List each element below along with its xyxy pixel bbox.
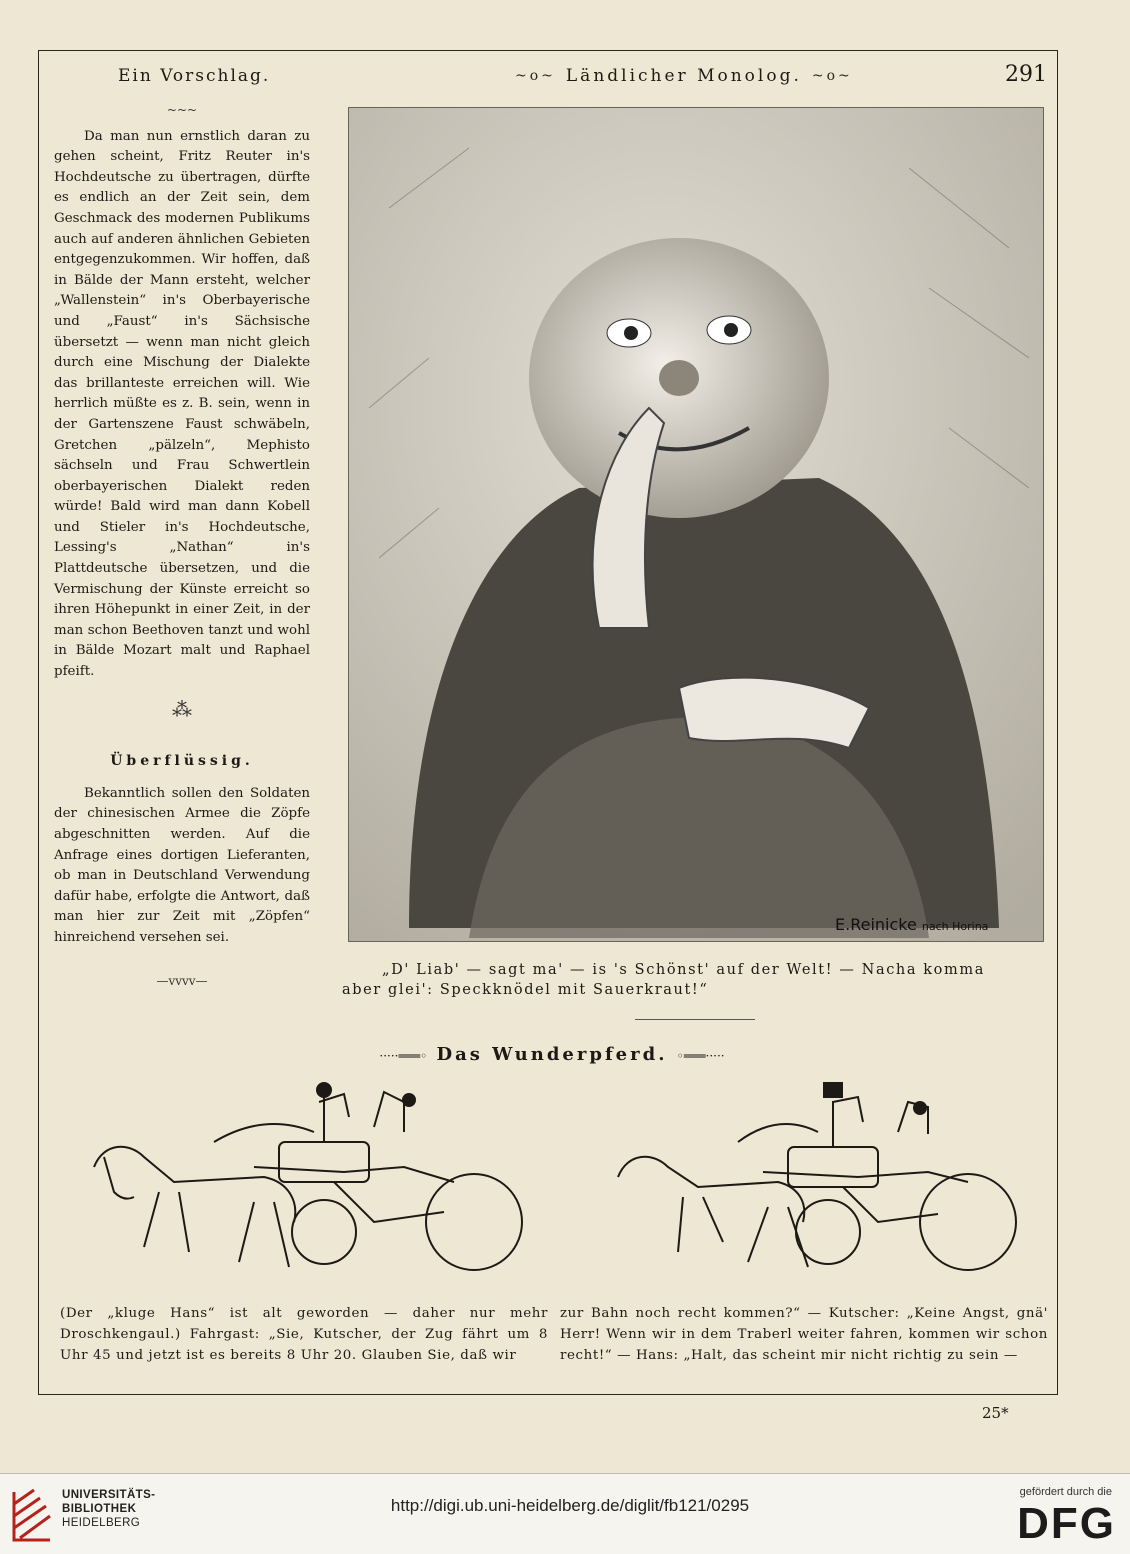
header-center [515, 66, 875, 86]
university-name-line2: BIBLIOTHEK [62, 1503, 137, 1515]
cartoon-carriage-left [74, 1072, 534, 1300]
funding-label: gefördert durch die [1019, 1486, 1112, 1498]
caption-line-1: „D' Liab' — sagt ma' — is 's Schönst' auf der Welt! — Nacha komma [382, 962, 985, 978]
permalink-url[interactable]: http://digi.ub.uni-heidelberg.de/diglit/fb121/0295 [390, 1496, 750, 1515]
section-title-text: Das Wunderpferd. [436, 1044, 668, 1065]
university-name-line3: HEIDELBERG [62, 1517, 141, 1529]
university-name-line1: UNIVERSITÄTS- [62, 1489, 156, 1501]
ornament-sunburst: ⁂ [172, 696, 192, 721]
header-center-title: Ländlicher Monolog. [565, 66, 802, 86]
caption-line-2: aber glei': Speckknödel mit Sauerkraut!“ [342, 982, 709, 998]
viewer-footer-bar [0, 1473, 1130, 1554]
portrait-caption [342, 960, 1050, 1000]
cartoon-caption-right: zur Bahn noch recht kommen?“ — Kutscher: „Keine Angst, gnä' Herr! Wenn wir in dem Traberl weiter fahren, kommen wir schon recht!“ — Hans: „Halt, das scheint mir nicht richtig zu sein — [560, 1306, 1048, 1363]
section-title-wunderpferd [372, 1044, 732, 1065]
signature-mark: 25* [982, 1404, 1009, 1422]
title-ornament-left: ·····═══◦ [379, 1049, 428, 1063]
artist-signature [835, 915, 988, 934]
ornament-top: ~~~ [166, 103, 198, 117]
header-ornament-left: ~o~ [515, 68, 556, 84]
page-number: 291 [1005, 62, 1047, 87]
cartoon-carriage-right [598, 1072, 1028, 1300]
header-ornament-right: ~o~ [811, 68, 853, 84]
title-ornament-right: ◦═══····· [676, 1049, 725, 1063]
header-left-title: Ein Vorschlag. [118, 66, 271, 86]
portrait-drawing [349, 108, 1043, 941]
cartoon-caption-left: (Der „kluge Hans“ ist alt geworden — daher nur mehr Droschkengaul.) Fahrgast: „Sie, Kutscher, der Zug fährt um 8 Uhr 45 und jetzt ist es bereits 8 Uhr 20. Glauben Sie, daß wir [60, 1306, 548, 1363]
article-ueberfluessig-text: Bekanntlich sollen den Soldaten der chinesischen Armee die Zöpfe abgeschnitten werden. Auf die Anfrage eines dortigen Lieferanten, ob man in Deutschland Verwendung dafür habe, erfolgte die Antwort, daß man hier zur Zeit mit „Zöpfen“ hinreichend versehen sei. [54, 785, 310, 945]
article-vorschlag-text: Da man nun ernstlich daran zu gehen scheint, Fritz Reuter in's Hochdeutsche zu übertragen, dürfte es endlich an der Zeit sein, dem Geschmack des modernen Publikums auch auf anderen ähnlichen Gebieten entgegenzukommen. Wir hoffen, daß in Bälde der Mann ersteht, welcher „Wallenstein“ in's Oberbayerische und „Faust“ in's Sächsische übersetzt — wenn man nicht gleich durch eine Mischung der Dialekte das brillanteste erreichen will. Wie herrlich müßte es z. B. sein, wenn in der Gartenszene Faust schwäbeln, Gretchen „pälzeln“, Mephisto sächseln und Frau Schwertlein oberbayerischen Dialekt reden würde! Bald wird man dann Kobell und Stieler in's Hochdeutsche, Lessing's „Nathan“ in's Plattdeutsche übersetzen, und die Vermischung der Künste erreicht so ihren Höhepunkt in einer Zeit, in der man schon Beethoven tanzt und wohl in Bälde Mozart malt und Raphael pfeift. [54, 128, 310, 680]
artist-signature-suffix: nach Horina [921, 920, 989, 933]
divider-rule [635, 1019, 755, 1020]
cartoon-caption [60, 1303, 1048, 1366]
artist-signature-name: E.Reinicke [835, 915, 917, 934]
university-name[interactable] [62, 1488, 155, 1530]
article-heading-ueberfluessig: Überflüssig. [110, 753, 254, 770]
left-column [54, 103, 310, 991]
university-logo-icon[interactable] [10, 1484, 56, 1544]
ornament-bottom: —vvvv— [156, 973, 208, 988]
dfg-logo[interactable]: DFG [1017, 1499, 1116, 1548]
portrait-illustration [348, 107, 1044, 942]
